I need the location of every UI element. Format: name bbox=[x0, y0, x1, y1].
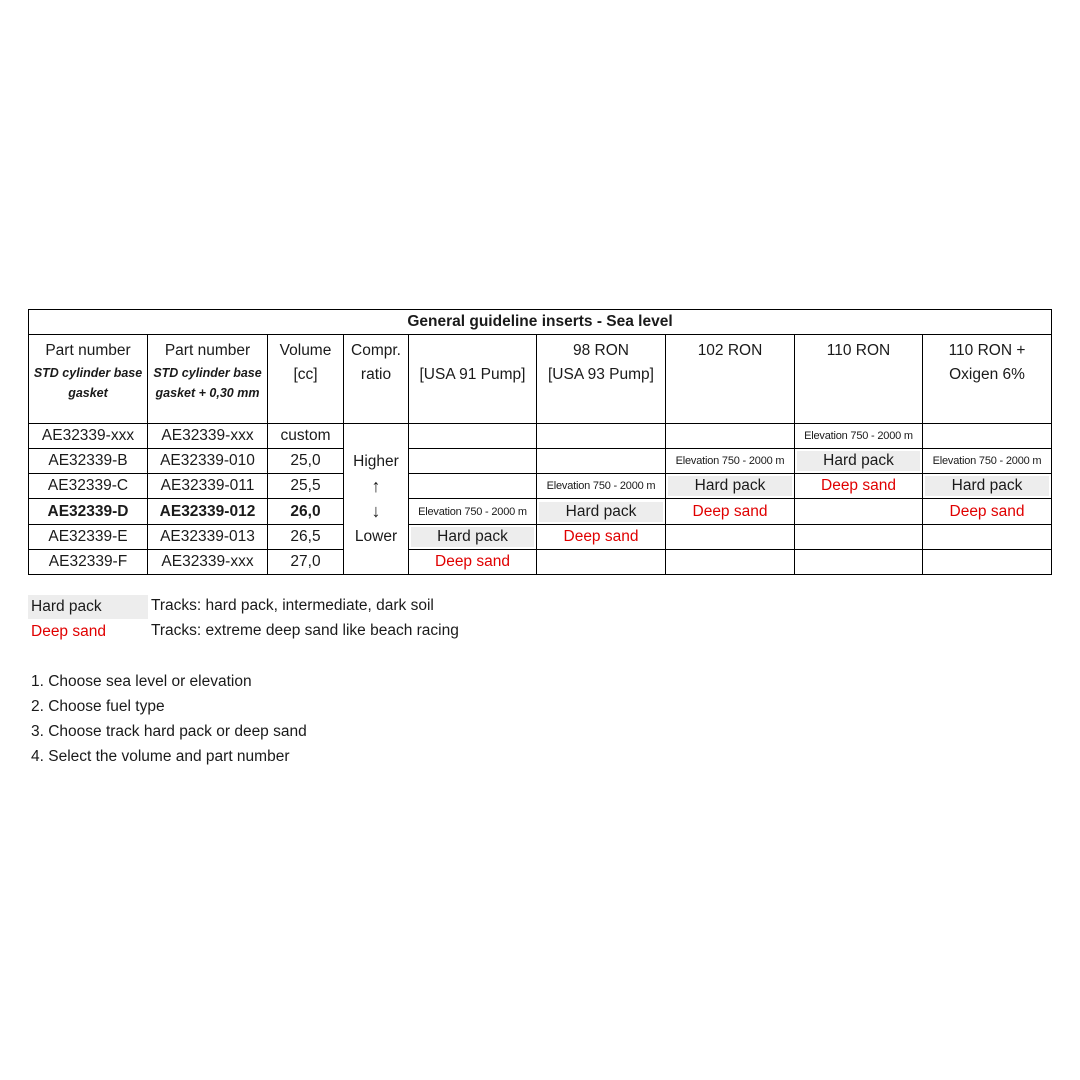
volume-cell: 25,0 bbox=[268, 449, 344, 474]
guideline-table bbox=[28, 309, 1052, 575]
table-row bbox=[29, 424, 1052, 449]
fuel-cell bbox=[537, 449, 666, 474]
volume-cell: 25,5 bbox=[268, 474, 344, 499]
fuel-cell bbox=[795, 549, 923, 574]
volume-cell: 26,5 bbox=[268, 524, 344, 549]
header-fuel-98ron: 98 RON [USA 93 Pump] bbox=[537, 335, 666, 424]
header-volume: Volume [cc] bbox=[268, 335, 344, 424]
hard-pack-cell: Hard pack bbox=[923, 474, 1052, 499]
deep-sand-cell: Deep sand bbox=[537, 524, 666, 549]
fuel-cell bbox=[923, 424, 1052, 449]
table-row bbox=[29, 499, 1052, 524]
fuel-cell bbox=[666, 524, 795, 549]
elevation-cell: Elevation 750 - 2000 m bbox=[666, 449, 795, 474]
header-fuel-usa91: [USA 91 Pump] bbox=[409, 335, 537, 424]
header-fuel-110ron: 110 RON bbox=[795, 335, 923, 424]
volume-cell: custom bbox=[268, 424, 344, 449]
step-item: 1. Choose sea level or elevation bbox=[31, 673, 252, 690]
header-part-std: Part number STD cylinder base gasket bbox=[29, 335, 148, 424]
compr-ratio-cell: Higher ↑ ↓ Lower bbox=[344, 424, 409, 575]
part-030-cell: AE32339-xxx bbox=[148, 549, 268, 574]
legend-deep-sand-label: Deep sand bbox=[31, 623, 106, 640]
volume-cell: 26,0 bbox=[268, 499, 344, 524]
part-std-cell: AE32339-C bbox=[29, 474, 148, 499]
part-030-cell: AE32339-xxx bbox=[148, 424, 268, 449]
part-030-cell: AE32339-010 bbox=[148, 449, 268, 474]
elevation-cell: Elevation 750 - 2000 m bbox=[537, 474, 666, 499]
fuel-cell bbox=[409, 474, 537, 499]
deep-sand-cell: Deep sand bbox=[795, 474, 923, 499]
fuel-cell bbox=[409, 424, 537, 449]
header-part-030: Part number STD cylinder base gasket + 0,30 mm bbox=[148, 335, 268, 424]
part-030-cell: AE32339-012 bbox=[148, 499, 268, 524]
table-row bbox=[29, 474, 1052, 499]
up-arrow-icon: ↑ bbox=[371, 476, 381, 496]
hard-pack-cell: Hard pack bbox=[409, 524, 537, 549]
step-item: 2. Choose fuel type bbox=[31, 698, 165, 715]
elevation-cell: Elevation 750 - 2000 m bbox=[795, 424, 923, 449]
header-fuel-110ron-oxigen: 110 RON + Oxigen 6% bbox=[923, 335, 1052, 424]
fuel-cell bbox=[666, 424, 795, 449]
part-std-cell: AE32339-B bbox=[29, 449, 148, 474]
deep-sand-cell: Deep sand bbox=[666, 499, 795, 524]
fuel-cell bbox=[795, 499, 923, 524]
hard-pack-cell: Hard pack bbox=[666, 474, 795, 499]
fuel-cell bbox=[537, 424, 666, 449]
table-row bbox=[29, 549, 1052, 574]
fuel-cell bbox=[923, 549, 1052, 574]
part-std-cell: AE32339-F bbox=[29, 549, 148, 574]
part-030-cell: AE32339-011 bbox=[148, 474, 268, 499]
fuel-cell bbox=[537, 549, 666, 574]
table-row bbox=[29, 524, 1052, 549]
legend-deep-sand-desc: Tracks: extreme deep sand like beach racing bbox=[151, 622, 459, 639]
step-item: 4. Select the volume and part number bbox=[31, 748, 290, 765]
header-fuel-102ron: 102 RON bbox=[666, 335, 795, 424]
elevation-cell: Elevation 750 - 2000 m bbox=[409, 499, 537, 524]
hard-pack-cell: Hard pack bbox=[795, 449, 923, 474]
deep-sand-cell: Deep sand bbox=[923, 499, 1052, 524]
table-row bbox=[29, 449, 1052, 474]
hard-pack-cell: Hard pack bbox=[537, 499, 666, 524]
table-title: General guideline inserts - Sea level bbox=[29, 310, 1052, 335]
down-arrow-icon: ↓ bbox=[371, 501, 381, 521]
volume-cell: 27,0 bbox=[268, 549, 344, 574]
legend-hard-pack-desc: Tracks: hard pack, intermediate, dark soil bbox=[151, 597, 434, 614]
fuel-cell bbox=[923, 524, 1052, 549]
elevation-cell: Elevation 750 - 2000 m bbox=[923, 449, 1052, 474]
deep-sand-cell: Deep sand bbox=[409, 549, 537, 574]
header-compr-ratio: Compr. ratio bbox=[344, 335, 409, 424]
part-std-cell: AE32339-xxx bbox=[29, 424, 148, 449]
legend-hard-pack-label: Hard pack bbox=[28, 595, 148, 619]
step-item: 3. Choose track hard pack or deep sand bbox=[31, 723, 307, 740]
part-std-cell: AE32339-D bbox=[29, 499, 148, 524]
part-std-cell: AE32339-E bbox=[29, 524, 148, 549]
fuel-cell bbox=[409, 449, 537, 474]
part-030-cell: AE32339-013 bbox=[148, 524, 268, 549]
fuel-cell bbox=[666, 549, 795, 574]
fuel-cell bbox=[795, 524, 923, 549]
